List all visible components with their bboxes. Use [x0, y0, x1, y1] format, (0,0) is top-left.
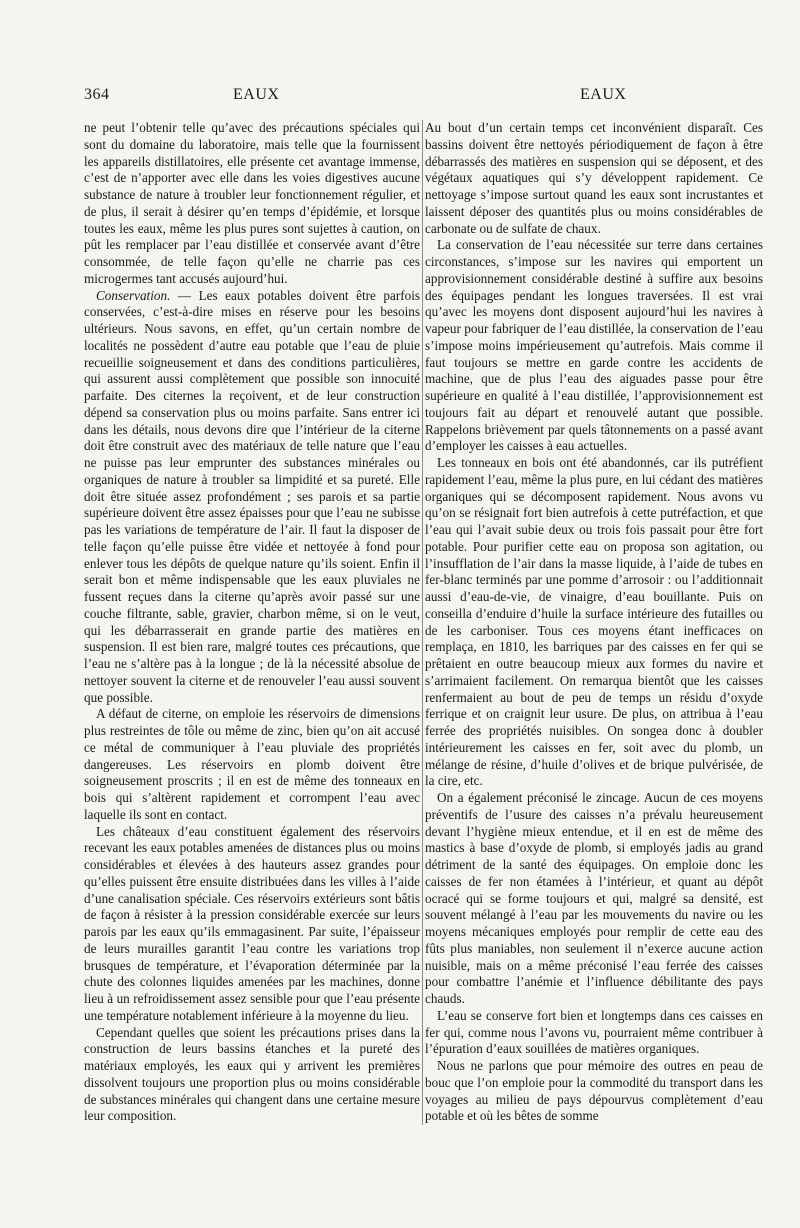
paragraph: Les tonneaux en bois ont été abandonnés, car ils putréfient rapidement l’eau, même la plus pure, en lui cédant des matières organiques qui se décomposent rapidement. Nous avons vu qu’on se résignait fort bien autrefois à cette putréfaction, et que l’eau qui l’avait subie deux ou trois fois passait pour être fort potable. Pour purifier cette eau on proposa son agitation, ou l’insufflation de l’air dans la masse liquide, à l’aide de tubes en fer-blanc terminés par une pomme d’arrosoir : ou l’additionnait aussi d’eau-de-vie, de vinaigre, d’eau bouillante. Puis on conseilla d’enduire d’huile la surface intérieure des futailles ou de les carboniser. Tous ces moyens étant inefficaces on remplaça, en 1810, les barriques par des caisses en fer qui se prêtaient en outre beaucoup mieux aux formes du navire et s’arrimaient facilement. On remarqua bientôt que les caisses renfermaient au bout de peu de temps un résidu d’oxyde ferrique et on craignit leur usure. De plus, on attribua à l’eau ferrée des propriétés nuisibles. On songea donc à doubler intérieurement les caisses en fer, soit avec du plomb, un mélange de résine, d’huile d’olives et de brique pulvérisée, de la cire, etc.	[425, 455, 763, 789]
paragraph: Cependant quelles que soient les précautions prises dans la construction de leurs bassins étanches et la pureté des matériaux employés, les eaux qui y arrivent les premières dissolvent toujours une proportion plus ou moins considérable de substances minérales qui changent dans une certaine mesure leur composition.	[84, 1024, 420, 1124]
running-head-left: EAUX	[233, 86, 280, 103]
paragraph: Au bout d’un certain temps cet inconvénient disparaît. Ces bassins doivent être nettoyés périodiquement de façon à être débarrassés des matières en suspension qui se déposent, et des végétaux aquatiques qui s’y développent rapidement. Ce nettoyage s’impose surtout quand les eaux sont incrustantes et laissent déposer des quantités plus ou moins considérables de carbonate ou de sulfate de chaux.	[425, 120, 763, 236]
left-column	[84, 120, 420, 1125]
paragraph: On a également préconisé le zincage. Aucun de ces moyens préventifs de l’usure des caisses n’a prévalu heureusement devant l’hygiène mieux entendue, et il en est de même des mastics à base d’oxyde de plomb, si employés jadis au grand détriment de la santé des équipages. On emploie donc les caisses de fer non étamées à l’intérieur, et quant au dépôt ocracé qui se forme toujours et qui, malgré sa densité, est souvent mélangé à l’eau par les mouvements du navire ou les moyens mécaniques employés pour remplir de cette eau des fûts plus maniables, non seulement il n’exerce aucune action nuisible, mais on a même préconisé l’eau ferrée des caisses pour combattre l’anémie et l’influence débilitante des pays chauds.	[425, 790, 763, 1006]
paragraph: Nous ne parlons que pour mémoire des outres en peau de bouc que l’on emploie pour la commodité du transport dans les voyages au milieu de pays dépourvus complètement d’eau potable et où les bêtes de somme	[425, 1058, 763, 1124]
right-column	[425, 120, 763, 1125]
paragraph-conservation	[84, 288, 420, 707]
page-header	[0, 86, 800, 108]
paragraph: La conservation de l’eau nécessitée sur terre dans certaines circonstances, s’impose sur les navires qui emportent un approvisionnement considérable destiné à suffire aux besoins des équipages pendant les longues traversées. Il est vrai qu’avec les moyens dont disposent aujourd’hui les navires à vapeur pour fabriquer de l’eau distillée, la conservation de l’eau s’impose moins impérieusement qu’autrefois. Mais comme il faut toujours se mettre en garde contre les accidents de machine, que de plus l’eau des aiguades passe pour être supérieure en qualité à l’eau distillée, l’approvisionnement est toujours fait au départ et renouvelé autant que possible. Rappelons brièvement par quels tâtonnements on a passé avant d’employer les caisses à eau actuelles.	[425, 237, 763, 454]
page-number: 364	[84, 86, 110, 103]
paragraph: Les châteaux d’eau constituent également des réservoirs recevant les eaux potables amenées de distances plus ou moins considérables et élevées à des hauteurs assez grandes pour qu’elles puissent être ensuite distribuées dans les villes à l’aide d’une canalisation spéciale. Ces réservoirs extérieurs sont bâtis de façon à résister à la pression considérable exercée sur leurs parois par les eaux qu’ils emmagasinent. Par suite, l’épaisseur de leurs murailles garantit l’eau contre les variations trop brusques de température, et l’évaporation déterminée par la chute des colonnes liquides amenées par les machines, donne lieu à un refroidissement assez sensible pour que l’eau présente une température notablement inférieure à la moyenne du lieu.	[84, 823, 420, 1023]
paragraph-text: — Les eaux potables doivent être parfois conservées, c’est-à-dire mises en réserve pour les besoins ultérieurs. Nous savons, en effet, qu’un certain nombre de localités ne possèdent d’autre eau potable que l’eau de pluie recueillie soigneusement et dans des conditions particulières, qui assurent aussi complètement que possible son innocuité parfaite. Des citernes la reçoivent, et de leur construction dépend sa conservation plus ou moins parfaite. Sans entrer ici dans les détails, nous devons dire que l’intérieur de la citerne doit être construit avec des matériaux de telle nature que l’eau ne puisse pas leur emprunter des substances minérales ou organiques de nature à troubler sa limpidité et sa pureté. Elle doit être située assez profondément ; ses parois et sa partie supérieure doivent être assez épaisses pour que l’eau ne subisse pas les variations de température de l’air. Il faut la disposer de telle façon qu’elle puisse être vidée et nettoyée à fond pour enlever tous les dépôts de quelque nature qu’ils soient. Enfin il serait bon et même indispensable que les eaux pluviales ne fussent reçues dans la citerne qu’après avoir passé sur une couche filtrante, sable, gravier, charbon même, si on le veut, qui les débarrasserait en grande partie des matières en suspension. Il est bien rare, malgré toutes ces précautions, que l’eau ne s’altère pas à la longue ; de là la nécessité absolue de nettoyer souvent la citerne et de renouveler l’eau aussi souvent que possible.	[84, 287, 420, 705]
paragraph: A défaut de citerne, on emploie les réservoirs de dimensions plus restreintes de tôle ou même de zinc, bien qu’on ait accusé ce métal de communiquer à l’eau pluviale des propriétés dangereuses. Les réservoirs en plomb doivent être soigneusement proscrits ; il en est de même des tonneaux en bois qui s’altèrent rapidement et corrompent l’eau avec laquelle ils sont en contact.	[84, 706, 420, 822]
paragraph: L’eau se conserve fort bien et longtemps dans ces caisses en fer qui, comme nous l’avons vu, pourraient même contribuer à l’épuration d’eaux souillées de matières organiques.	[425, 1007, 763, 1057]
paragraph: ne peut l’obtenir telle qu’avec des précautions spéciales qui sont du domaine du laboratoire, mais telle que la fournissent les appareils distillatoires, elle présente cet avantage immense, c’est de n’apporter avec elle dans les voies digestives aucune substance de nature à troubler leur fonctionnement régulier, et de plus, il serait à désirer qu’en temps d’épidémie, et lorsque toutes les eaux, même les plus pures sont sujettes à caution, on pût les remplacer par l’eau distillée et conservée avant d’être consommée, de telle façon qu’elle ne charrie pas ces microgermes tant accusés aujourd’hui.	[84, 120, 420, 286]
running-head-right: EAUX	[580, 86, 627, 103]
column-divider	[422, 120, 423, 1125]
section-heading: Conservation.	[96, 287, 171, 303]
